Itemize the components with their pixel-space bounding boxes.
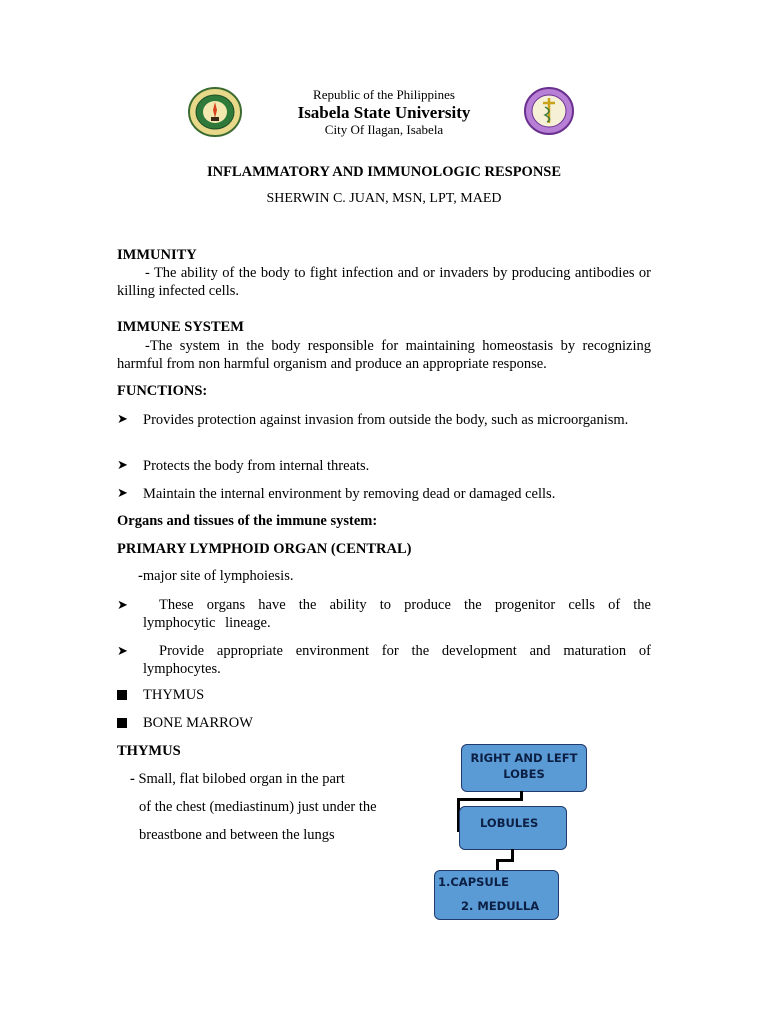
immune-system-text: -The system in the body responsible for maintaining homeostasis by recognizing harmful from non harmful organism and produce an appropriate response. <box>117 338 651 372</box>
arrow-bullet-icon: ➤ <box>117 411 128 426</box>
city-line: City Of Ilagan, Isabela <box>324 122 444 137</box>
function-item: Provides protection against invasion from outside the body, such as microorganism. <box>143 412 629 428</box>
function-item: Protects the body from internal threats. <box>143 458 370 474</box>
box-capsule-label: 1.CAPSULE <box>438 875 509 889</box>
immunity-text: - The ability of the body to fight infection and or invaders by producing antibodies or killing infected cells. <box>117 265 651 299</box>
arrow-bullet-icon: ➤ <box>117 643 128 658</box>
primary-lymphoid-heading: PRIMARY LYMPHOID ORGAN (CENTRAL) <box>117 541 412 557</box>
diagram-box-lobes <box>461 744 587 792</box>
thymus-dash: - <box>130 771 135 787</box>
functions-heading: FUNCTIONS: <box>117 383 208 399</box>
connector-line <box>457 798 523 801</box>
box-lobes-line2: LOBES <box>503 767 545 781</box>
primary-subtitle <box>138 568 293 585</box>
square-bullet-icon <box>117 690 127 700</box>
thymus-line <box>130 771 345 788</box>
arrow-bullet-icon: ➤ <box>117 597 128 612</box>
diagram-box-lobules <box>459 806 567 850</box>
country-line: Republic of the Philippines <box>313 87 455 102</box>
thymus-line-text: Small, flat bilobed organ in the part <box>138 771 345 787</box>
primary-subtitle-text: major site of lymphoiesis. <box>142 568 294 584</box>
organs-heading: Organs and tissues of the immune system: <box>117 513 378 529</box>
thymus-heading: THYMUS <box>117 743 181 759</box>
square-bullet-icon <box>117 718 127 728</box>
university-name: Isabela State University <box>297 103 471 122</box>
arrow-bullet-icon: ➤ <box>117 457 128 472</box>
immune-system-heading: IMMUNE SYSTEM <box>117 319 244 335</box>
author-line: SHERWIN C. JUAN, MSN, LPT, MAED <box>266 191 502 206</box>
arrow-bullet-icon: ➤ <box>117 485 128 500</box>
organ-thymus: THYMUS <box>143 687 205 703</box>
primary-item: These organs have the ability to produce the progenitor cells of the lymphocytic lineage. <box>143 597 651 631</box>
thymus-line: breastbone and between the lungs <box>139 827 335 843</box>
primary-item: Provide appropriate environment for the development and maturation of lymphocytes. <box>143 643 651 677</box>
function-item: Maintain the internal environment by removing dead or damaged cells. <box>143 486 556 502</box>
thymus-line: of the chest (mediastinum) just under the <box>139 799 377 815</box>
box-lobules-label: LOBULES <box>480 816 539 830</box>
diagram-box-capsule-medulla <box>434 870 559 920</box>
primary-dash: - <box>138 568 143 584</box>
immunity-heading: IMMUNITY <box>117 247 197 263</box>
document-title: INFLAMMATORY AND IMMUNOLOGIC RESPONSE <box>206 164 562 180</box>
box-lobes-line1: RIGHT AND LEFT <box>470 751 578 765</box>
organ-bone-marrow: BONE MARROW <box>143 715 253 731</box>
box-medulla-label: 2. MEDULLA <box>461 899 540 913</box>
right-seal <box>524 87 574 135</box>
